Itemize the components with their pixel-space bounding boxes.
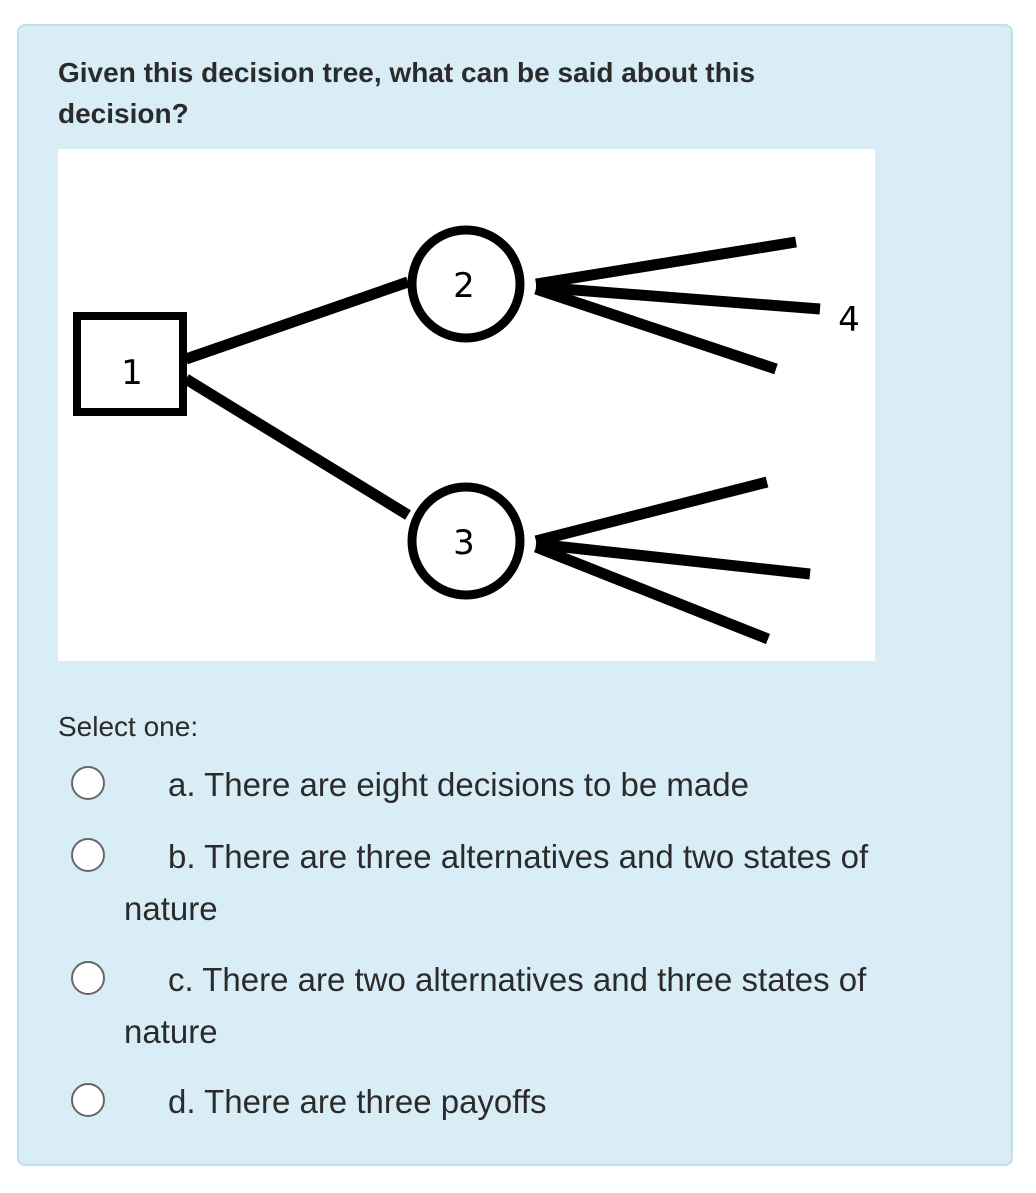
option-d-text: d. There are three payoffs (168, 1083, 547, 1120)
edge-1-to-3 (186, 379, 408, 515)
radio-option-b[interactable] (71, 838, 105, 872)
option-b-text: b. There are three alternatives and two states of nature (124, 838, 869, 927)
branch-label-4: 4 (838, 300, 860, 340)
radio-option-d[interactable] (71, 1083, 105, 1117)
question-text: Given this decision tree, what can be said about this decision? (58, 57, 756, 129)
option-b[interactable] (67, 831, 927, 935)
chance-node-3-label: 3 (453, 523, 475, 563)
question-card (17, 24, 1013, 1166)
option-a-text: a. There are eight decisions to be made (168, 766, 749, 803)
branch-2-a (536, 242, 796, 284)
edge-1-to-2 (186, 282, 408, 359)
chance-node-2-label: 2 (453, 266, 475, 306)
radio-option-a[interactable] (71, 766, 105, 800)
decision-tree-figure (58, 149, 875, 661)
option-c-text: c. There are two alternatives and three states of nature (124, 961, 867, 1050)
option-c[interactable] (67, 954, 927, 1058)
decision-tree-diagram (58, 149, 875, 661)
select-one-label: Select one: (58, 711, 199, 742)
option-a[interactable] (67, 759, 927, 811)
radio-option-c[interactable] (71, 961, 105, 995)
option-d[interactable] (67, 1076, 927, 1128)
branch-3-a (536, 482, 767, 541)
decision-node-1-label: 1 (121, 353, 143, 393)
